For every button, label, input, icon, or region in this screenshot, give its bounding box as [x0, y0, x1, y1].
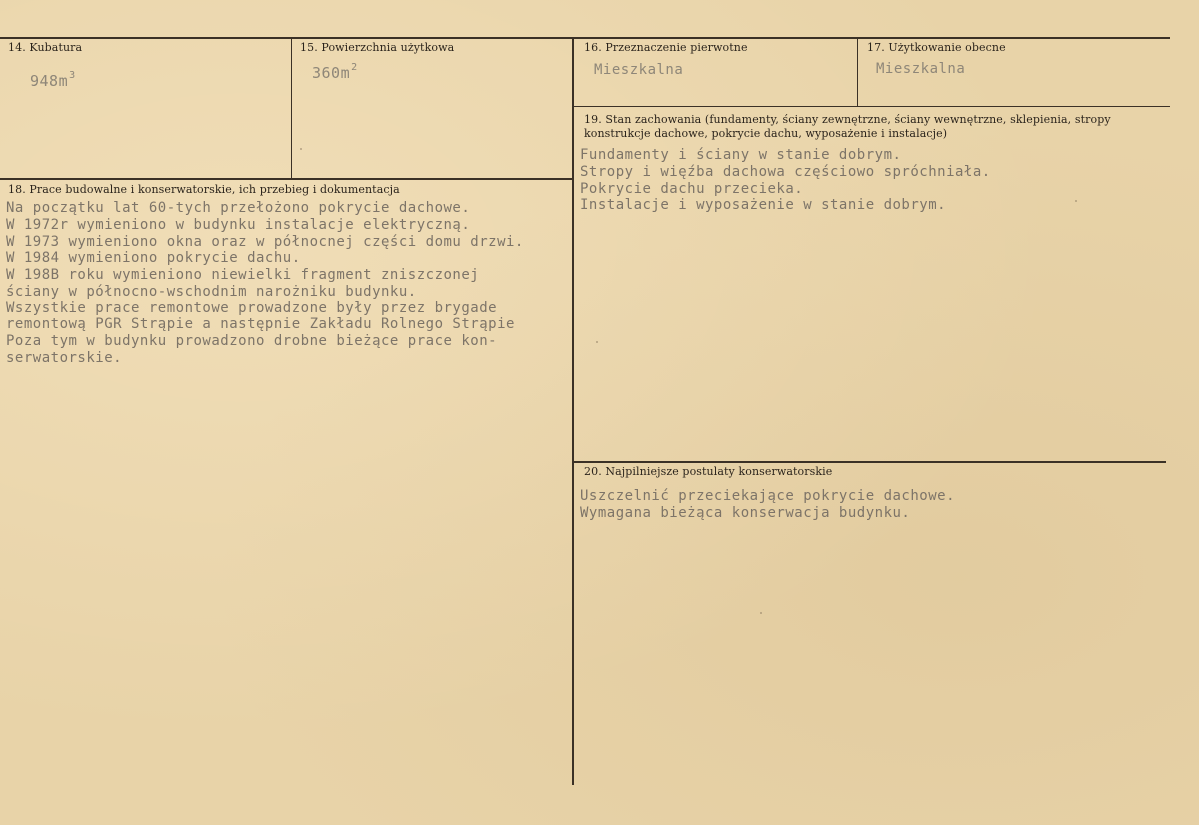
prace-line: W 1973 wymieniono okna oraz w północnej części domu drzwi. [6, 234, 524, 250]
value-przeznaczenie: Mieszkalna [594, 62, 684, 78]
powierzchnia-unit-exponent: 2 [351, 62, 358, 73]
label-stan-zachowania: 19. Stan zachowania (fundamenty, ściany zewnętrzne, ściany wewnętrzne, sklepienia, stropy konstrukcje dachowe, pokrycie dachu, wyposażenie i instalacje) [584, 113, 1111, 140]
divider-14-15 [291, 37, 292, 178]
rule-above-20 [572, 461, 1166, 463]
label-kubatura: 14. Kubatura [8, 41, 83, 54]
prace-line: ściany w północno-wschodnim narożniku budynku. [6, 284, 417, 300]
top-rule [0, 37, 1170, 39]
label-powierzchnia: 15. Powierzchnia użytkowa [300, 41, 455, 54]
label-postulaty: 20. Najpilniejsze postulaty konserwatorskie [584, 465, 833, 478]
stan-line: Fundamenty i ściany w stanie dobrym. [580, 147, 902, 163]
stan-line: Instalacje i wyposażenie w stanie dobrym. [580, 197, 947, 213]
value-powierzchnia [312, 62, 358, 82]
prace-line: remontową PGR Strąpie a następnie Zakładu Rolnego Strąpie [6, 316, 515, 332]
paper-speck [596, 341, 598, 343]
value-kubatura [30, 70, 76, 90]
value-uzytkowanie: Mieszkalna [876, 61, 966, 77]
powierzchnia-number: 360m [312, 64, 351, 82]
kubatura-number: 948m [30, 72, 69, 90]
divider-15-16 [572, 37, 574, 785]
kubatura-unit-exponent: 3 [69, 70, 76, 81]
prace-line: Na początku lat 60-tych przełożono pokrycie dachowe. [6, 200, 471, 216]
prace-line: W 1972r wymieniono w budynku instalacje elektryczną. [6, 217, 471, 233]
paper-speck [1075, 200, 1077, 202]
label-uzytkowanie: 17. Użytkowanie obecne [867, 41, 1006, 54]
stan-line: Stropy i więźba dachowa częściowo spróchniała. [580, 164, 991, 180]
divider-16-17 [857, 37, 858, 107]
label-przeznaczenie: 16. Przeznaczenie pierwotne [584, 41, 748, 54]
postulaty-line: Wymagana bieżąca konserwacja budynku. [580, 505, 911, 521]
prace-line: Poza tym w budynku prowadzono drobne bieżące prace kon- [6, 333, 498, 349]
prace-line: W 1984 wymieniono pokrycie dachu. [6, 250, 301, 266]
paper-speck [300, 148, 302, 150]
label-prace: 18. Prace budowalne i konserwatorskie, ich przebieg i dokumentacja [8, 183, 400, 196]
stan-line: Pokrycie dachu przecieka. [580, 181, 804, 197]
prace-line: serwatorskie. [6, 350, 123, 366]
paper-speck [760, 612, 762, 614]
prace-line: Wszystkie prace remontowe prowadzone były przez brygade [6, 300, 498, 316]
prace-line: W 198B roku wymieniono niewielki fragment zniszczonej [6, 267, 480, 283]
rule-above-19 [572, 106, 1170, 107]
rule-above-18 [0, 178, 574, 180]
postulaty-line: Uszczelnić przeciekające pokrycie dachowe. [580, 488, 956, 504]
